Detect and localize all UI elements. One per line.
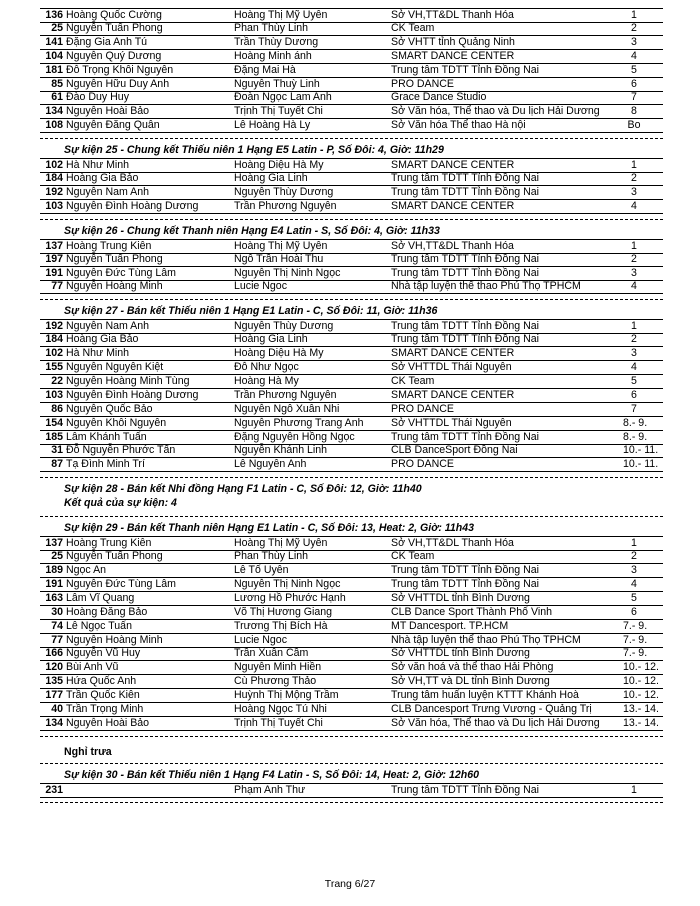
partner-name: Hoàng Hà My bbox=[234, 374, 299, 387]
partner-name: Lê Hoàng Hà Ly bbox=[234, 119, 311, 132]
placement: 5 bbox=[631, 591, 637, 604]
club-name: CLB Dance Sport Thành Phố Vinh bbox=[391, 605, 552, 618]
result-row bbox=[40, 717, 663, 731]
couple-number: 85 bbox=[51, 77, 63, 90]
event-title: Sự kiện 25 - Chung kết Thiếu niên 1 Hạng E5 Latin - P, Số Đôi: 4, Giờ: 11h29 bbox=[64, 144, 444, 157]
event-title: Sự kiện 28 - Bán kết Nhi đồng Hạng F1 Latin - C, Số Đôi: 12, Giờ: 11h40 bbox=[64, 483, 422, 496]
placement: 6 bbox=[631, 605, 637, 618]
couple-number: 184 bbox=[45, 172, 63, 184]
placement: 2 bbox=[631, 550, 637, 563]
club-name: CK Team bbox=[391, 550, 435, 563]
club-name: Sở Văn hóa, Thể thao và Du lịch Hải Dương bbox=[391, 716, 600, 729]
placement: 3 bbox=[631, 266, 637, 279]
result-row bbox=[40, 417, 663, 431]
leader-name: Hứa Quốc Anh bbox=[66, 675, 137, 688]
couple-number: 30 bbox=[51, 605, 63, 618]
result-row bbox=[40, 200, 663, 214]
leader-name: Nguyễn Hoàng Minh Tùng bbox=[66, 374, 190, 387]
partner-name: Hoàng Thị Mỹ Uyên bbox=[234, 537, 328, 550]
club-name: Trung tâm TDTT Tỉnh Đồng Nai bbox=[391, 266, 539, 279]
club-name: SMART DANCE CENTER bbox=[391, 159, 515, 172]
placement: 7.- 9. bbox=[623, 647, 648, 660]
club-name: PRO DANCE bbox=[391, 402, 454, 415]
placement: 2 bbox=[631, 172, 637, 184]
leader-name: Nguyễn Đức Tùng Lâm bbox=[66, 577, 176, 590]
result-row bbox=[40, 8, 663, 23]
couple-number: 40 bbox=[51, 703, 63, 715]
placement: 10.- 12. bbox=[623, 689, 659, 702]
result-row bbox=[40, 634, 663, 648]
couple-number: 163 bbox=[45, 591, 63, 604]
couple-number: 191 bbox=[45, 577, 63, 590]
leader-name: Hoàng Gia Bảo bbox=[66, 172, 139, 184]
partner-name: Nguyễn Ngô Xuân Nhi bbox=[234, 402, 340, 415]
club-name: Grace Dance Studio bbox=[391, 91, 487, 104]
partner-name: Hoàng Ngọc Tú Nhi bbox=[234, 703, 327, 715]
partner-name: Hoàng Minh ánh bbox=[234, 49, 312, 62]
placement: 4 bbox=[631, 361, 637, 373]
placement: 3 bbox=[631, 347, 637, 360]
couple-number: 108 bbox=[45, 119, 63, 132]
couple-number: 61 bbox=[51, 91, 63, 104]
result-row bbox=[40, 550, 663, 564]
couple-number: 134 bbox=[45, 716, 63, 729]
couple-number: 185 bbox=[45, 430, 63, 443]
result-row bbox=[40, 158, 663, 173]
club-name: Nhà tập luyện thể thao Phú Thọ TPHCM bbox=[391, 633, 581, 646]
leader-name: Đỗ Nguyễn Phước Tấn bbox=[66, 444, 176, 457]
page-number: Trang 6/27 bbox=[324, 878, 376, 890]
result-row bbox=[40, 186, 663, 200]
placement: 8 bbox=[631, 105, 637, 118]
couple-number: 103 bbox=[45, 388, 63, 401]
club-name: Trung tâm TDTT Tỉnh Đồng Nai bbox=[391, 577, 539, 590]
couple-number: 135 bbox=[45, 675, 63, 688]
partner-name: Hoàng Diệu Hà My bbox=[234, 347, 324, 360]
section-divider bbox=[40, 763, 663, 764]
couple-number: 189 bbox=[45, 564, 63, 576]
leader-name: Đào Duy Huy bbox=[66, 91, 129, 104]
leader-name: Nguyễn Quý Dương bbox=[66, 49, 162, 62]
leader-name: Hoàng Trung Kiên bbox=[66, 239, 152, 252]
event-title: Sự kiện 30 - Bán kết Thiếu niên 1 Hạng F4 Latin - S, Số Đôi: 14, Heat: 2, Giờ: 12h60 bbox=[64, 768, 479, 781]
leader-name: Nguyễn Đình Hoàng Dương bbox=[66, 388, 199, 401]
placement: 6 bbox=[631, 388, 637, 401]
result-row bbox=[40, 64, 663, 78]
club-name: CLB Dancesport Trưng Vương - Quảng Trị bbox=[391, 703, 592, 715]
event-title: Sự kiện 27 - Bán kết Thiếu niên 1 Hạng E1 Latin - C, Số Đôi: 11, Giờ: 11h36 bbox=[64, 305, 438, 318]
placement: 4 bbox=[631, 199, 637, 212]
partner-name: Phạm Anh Thư bbox=[234, 783, 306, 796]
event-title: Sự kiện 26 - Chung kết Thanh niên Hạng E4 Latin - S, Số Đôi: 4, Giờ: 11h33 bbox=[64, 224, 440, 237]
partner-name: Phan Thùy Linh bbox=[234, 21, 309, 34]
result-row bbox=[40, 22, 663, 36]
placement: 3 bbox=[631, 564, 637, 576]
result-row bbox=[40, 319, 663, 334]
club-name: CK Team bbox=[391, 21, 435, 34]
placement: 8.- 9. bbox=[623, 430, 648, 443]
result-row bbox=[40, 444, 663, 458]
couple-number: 25 bbox=[51, 550, 63, 563]
placement: 2 bbox=[631, 21, 637, 34]
club-name: Nhà tập luyện thể thao Phú Thọ TPHCM bbox=[391, 280, 581, 293]
club-name: Trung tâm TDTT Tỉnh Đồng Nai bbox=[391, 783, 539, 796]
leader-name: Hoàng Gia Bảo bbox=[66, 333, 139, 346]
leader-name: Nguyễn Hoàng Minh bbox=[66, 280, 163, 293]
couple-number: 102 bbox=[45, 347, 63, 360]
couple-number: 134 bbox=[45, 105, 63, 118]
couple-number: 154 bbox=[45, 416, 63, 429]
club-name: Sở VH,TT&DL Thanh Hóa bbox=[391, 239, 514, 252]
club-name: PRO DANCE bbox=[391, 77, 454, 90]
couple-number: 177 bbox=[45, 689, 63, 702]
partner-name: Trịnh Thị Tuyết Chi bbox=[234, 716, 323, 729]
placement: 10.- 12. bbox=[623, 661, 659, 674]
club-name: Trung tâm TDTT Tỉnh Đồng Nai bbox=[391, 333, 539, 346]
partner-name: Trần Thùy Dương bbox=[234, 35, 319, 48]
leader-name: Tạ Đình Minh Trí bbox=[66, 458, 145, 471]
partner-name: Phan Thùy Linh bbox=[234, 550, 309, 563]
leader-name: Trần Trọng Minh bbox=[66, 703, 144, 715]
result-row bbox=[40, 606, 663, 620]
club-name: CLB DanceSport Đồng Nai bbox=[391, 444, 518, 457]
club-name: Trung tâm huấn luyện KTTT Khánh Hoà bbox=[391, 689, 579, 702]
placement: 13.- 14. bbox=[623, 716, 659, 729]
couple-number: 77 bbox=[51, 633, 63, 646]
club-name: PRO DANCE bbox=[391, 458, 454, 471]
couple-number: 155 bbox=[45, 361, 63, 373]
result-row bbox=[40, 647, 663, 661]
partner-name: Lucie Ngoc bbox=[234, 633, 287, 646]
placement: 1 bbox=[631, 239, 637, 252]
couple-number: 120 bbox=[45, 661, 63, 674]
club-name: Sở VH,TT và DL tỉnh Bình Dương bbox=[391, 675, 550, 688]
club-name: Trung tâm TDTT Tỉnh Đồng Nai bbox=[391, 185, 539, 198]
result-row bbox=[40, 36, 663, 50]
placement: 5 bbox=[631, 374, 637, 387]
couple-number: 22 bbox=[51, 374, 63, 387]
club-name: Trung tâm TDTT Tỉnh Đồng Nai bbox=[391, 252, 539, 265]
couple-number: 102 bbox=[45, 159, 63, 172]
leader-name: Trần Quốc Kiên bbox=[66, 689, 140, 702]
leader-name: Nguyễn Khôi Nguyên bbox=[66, 416, 167, 429]
result-row bbox=[40, 119, 663, 133]
club-name: SMART DANCE CENTER bbox=[391, 199, 515, 212]
partner-name: Võ Thị Hương Giang bbox=[234, 605, 333, 618]
club-name: Trung tâm TDTT Tỉnh Đồng Nai bbox=[391, 320, 539, 333]
leader-name: Nguyễn Hoài Bảo bbox=[66, 716, 150, 729]
club-name: CK Team bbox=[391, 374, 435, 387]
result-row bbox=[40, 239, 663, 254]
couple-number: 197 bbox=[45, 252, 63, 265]
result-row bbox=[40, 347, 663, 361]
placement: 2 bbox=[631, 333, 637, 346]
partner-name: Trịnh Thị Tuyết Chi bbox=[234, 105, 323, 118]
club-name: Trung tâm TDTT Tỉnh Đồng Nai bbox=[391, 172, 539, 184]
placement: 4 bbox=[631, 280, 637, 293]
placement: 5 bbox=[631, 63, 637, 76]
placement: Bo bbox=[627, 119, 641, 132]
partner-name: Nguyễn Thị Ninh Ngọc bbox=[234, 577, 341, 590]
result-row bbox=[40, 361, 663, 375]
event-result-note: Kết quả của sự kiện: 4 bbox=[64, 497, 177, 510]
result-row bbox=[40, 172, 663, 186]
placement: 2 bbox=[631, 252, 637, 265]
section-divider bbox=[40, 516, 663, 517]
result-row bbox=[40, 267, 663, 281]
couple-number: 166 bbox=[45, 647, 63, 660]
result-row bbox=[40, 564, 663, 578]
leader-name: Nguyễn Quốc Bảo bbox=[66, 402, 153, 415]
partner-name: Nguyễn Minh Hiền bbox=[234, 661, 322, 674]
club-name: Sở Văn hóa, Thể thao và Du lịch Hải Dương bbox=[391, 105, 600, 118]
couple-number: 87 bbox=[51, 458, 63, 471]
placement: 8.- 9. bbox=[623, 416, 648, 429]
partner-name: Trần Phương Nguyên bbox=[234, 388, 337, 401]
leader-name: Nguyễn Vũ Huy bbox=[66, 647, 141, 660]
club-name: MT Dancesport. TP.HCM bbox=[391, 619, 509, 632]
partner-name: Nguyễn Khánh Linh bbox=[234, 444, 328, 457]
placement: 1 bbox=[631, 159, 637, 172]
couple-number: 137 bbox=[45, 537, 63, 550]
leader-name: Nguyễn Nguyên Kiệt bbox=[66, 361, 164, 373]
couple-number: 181 bbox=[45, 63, 63, 76]
result-row bbox=[40, 253, 663, 267]
result-row bbox=[40, 78, 663, 92]
club-name: SMART DANCE CENTER bbox=[391, 347, 515, 360]
placement: 7 bbox=[631, 402, 637, 415]
result-row bbox=[40, 783, 663, 798]
section-divider bbox=[40, 219, 663, 220]
partner-name: Huỳnh Thị Mộng Trầm bbox=[234, 689, 339, 702]
result-row bbox=[40, 431, 663, 445]
leader-name: Nguyễn Tuấn Phong bbox=[66, 550, 163, 563]
couple-number: 31 bbox=[51, 444, 63, 457]
leader-name: Nguyễn Hoài Bảo bbox=[66, 105, 150, 118]
result-row bbox=[40, 536, 663, 551]
section-divider bbox=[40, 802, 663, 803]
leader-name: Hoàng Đăng Bảo bbox=[66, 605, 148, 618]
section-divider bbox=[40, 299, 663, 300]
leader-name: Đỗ Trọng Khôi Nguyên bbox=[66, 63, 174, 76]
leader-name: Hoàng Trung Kiên bbox=[66, 537, 152, 550]
club-name: Sở VHTT tỉnh Quảng Ninh bbox=[391, 35, 515, 48]
partner-name: Cù Phương Thảo bbox=[234, 675, 317, 688]
partner-name: Nguyễn Thùy Dương bbox=[234, 320, 334, 333]
couple-number: 192 bbox=[45, 320, 63, 333]
placement: 13.- 14. bbox=[623, 703, 659, 715]
leader-name: Nguyễn Nam Anh bbox=[66, 185, 150, 198]
result-row bbox=[40, 592, 663, 606]
club-name: Sở VH,TT&DL Thanh Hóa bbox=[391, 9, 514, 21]
leader-name: Nguyễn Hoàng Minh bbox=[66, 633, 163, 646]
partner-name: Trần Xuân Cầm bbox=[234, 647, 309, 660]
club-name: Sở văn hoá và thể thao Hải Phòng bbox=[391, 661, 554, 674]
result-row bbox=[40, 389, 663, 403]
result-row bbox=[40, 578, 663, 592]
partner-name: Đỗ Như Ngọc bbox=[234, 361, 299, 373]
result-row bbox=[40, 50, 663, 64]
couple-number: 74 bbox=[51, 619, 63, 632]
placement: 4 bbox=[631, 49, 637, 62]
couple-number: 104 bbox=[45, 49, 63, 62]
leader-name: Bùi Anh Vũ bbox=[66, 661, 119, 674]
placement: 3 bbox=[631, 35, 637, 48]
result-row bbox=[40, 703, 663, 717]
placement: 10.- 11. bbox=[623, 444, 659, 457]
leader-name: Nguyễn Đình Hoàng Dương bbox=[66, 199, 199, 212]
partner-name: Hoàng Thị Mỹ Uyên bbox=[234, 239, 328, 252]
couple-number: 141 bbox=[45, 35, 63, 48]
placement: 7.- 9. bbox=[623, 633, 648, 646]
partner-name: Lê Tố Uyên bbox=[234, 564, 289, 576]
couple-number: 137 bbox=[45, 239, 63, 252]
couple-number: 191 bbox=[45, 266, 63, 279]
couple-number: 192 bbox=[45, 185, 63, 198]
leader-name: Nguyễn Tuấn Phong bbox=[66, 252, 163, 265]
partner-name: Trương Thị Bích Hà bbox=[234, 619, 328, 632]
club-name: Sở Văn hóa Thể thao Hà nội bbox=[391, 119, 526, 132]
placement: 10.- 11. bbox=[623, 458, 659, 471]
leader-name: Đặng Gia Anh Tú bbox=[66, 35, 148, 48]
placement: 7 bbox=[631, 91, 637, 104]
section-divider bbox=[40, 138, 663, 139]
partner-name: Đoàn Ngọc Lam Anh bbox=[234, 91, 332, 104]
couple-number: 77 bbox=[51, 280, 63, 293]
placement: 6 bbox=[631, 77, 637, 90]
club-name: Trung tâm TDTT Tỉnh Đồng Nai bbox=[391, 63, 539, 76]
leader-name: Hà Như Minh bbox=[66, 159, 130, 172]
partner-name: Nguyễn Thị Ninh Ngọc bbox=[234, 266, 341, 279]
event-title: Sự kiện 29 - Bán kết Thanh niên Hạng E1 Latin - C, Số Đôi: 13, Heat: 2, Giờ: 11h43 bbox=[64, 522, 475, 535]
couple-number: 86 bbox=[51, 402, 63, 415]
partner-name: Đặng Nguyễn Hồng Ngọc bbox=[234, 430, 355, 443]
club-name: Sở VHTTDL tỉnh Bình Dương bbox=[391, 591, 530, 604]
result-row bbox=[40, 689, 663, 703]
partner-name: Lucie Ngoc bbox=[234, 280, 287, 293]
couple-number: 231 bbox=[45, 783, 63, 796]
placement: 1 bbox=[631, 9, 637, 21]
partner-name: Hoàng Gia Linh bbox=[234, 172, 308, 184]
partner-name: Trần Phương Nguyên bbox=[234, 199, 337, 212]
partner-name: Nguyễn Thuỳ Linh bbox=[234, 77, 320, 90]
partner-name: Nguyễn Phương Trang Anh bbox=[234, 416, 364, 429]
result-row bbox=[40, 105, 663, 119]
leader-name: Nguyễn Hữu Duy Anh bbox=[66, 77, 170, 90]
placement: 1 bbox=[631, 320, 637, 333]
result-row bbox=[40, 91, 663, 105]
leader-name: Lê Ngọc Tuấn bbox=[66, 619, 132, 632]
result-row bbox=[40, 458, 663, 472]
partner-name: Ngô Trần Hoài Thu bbox=[234, 252, 324, 265]
club-name: Trung tâm TDTT Tỉnh Đồng Nai bbox=[391, 430, 539, 443]
leader-name: Ngọc An bbox=[66, 564, 107, 576]
club-name: SMART DANCE CENTER bbox=[391, 388, 515, 401]
leader-name: Nguyễn Tuấn Phong bbox=[66, 21, 163, 34]
result-row bbox=[40, 620, 663, 634]
leader-name: Hoàng Quốc Cường bbox=[66, 9, 162, 21]
partner-name: Hoàng Thị Mỹ Uyên bbox=[234, 9, 328, 21]
result-row bbox=[40, 675, 663, 689]
leader-name: Lâm Khánh Tuấn bbox=[66, 430, 147, 443]
placement: 1 bbox=[631, 783, 637, 796]
placement: 7.- 9. bbox=[623, 619, 648, 632]
placement: 3 bbox=[631, 185, 637, 198]
partner-name: Lương Hồ Phước Hạnh bbox=[234, 591, 346, 604]
placement: 10.- 12. bbox=[623, 675, 659, 688]
couple-number: 184 bbox=[45, 333, 63, 346]
partner-name: Lê Nguyên Anh bbox=[234, 458, 307, 471]
couple-number: 136 bbox=[45, 9, 63, 21]
result-row bbox=[40, 375, 663, 389]
lunch-break-label: Nghỉ trưa bbox=[64, 745, 112, 758]
placement: 4 bbox=[631, 577, 637, 590]
leader-name: Hà Như Minh bbox=[66, 347, 130, 360]
result-row bbox=[40, 333, 663, 347]
couple-number: 25 bbox=[51, 21, 63, 34]
leader-name: Lâm Vĩ Quang bbox=[66, 591, 135, 604]
club-name: Sở VHTTDL tỉnh Bình Dương bbox=[391, 647, 530, 660]
section-divider bbox=[40, 477, 663, 478]
club-name: Sở VHTTDL Thái Nguyên bbox=[391, 416, 512, 429]
section-divider bbox=[40, 736, 663, 737]
club-name: Sở VH,TT&DL Thanh Hóa bbox=[391, 537, 514, 550]
result-row bbox=[40, 403, 663, 417]
partner-name: Đặng Mai Hà bbox=[234, 63, 296, 76]
leader-name: Nguyễn Nam Anh bbox=[66, 320, 150, 333]
leader-name: Nguyễn Đăng Quân bbox=[66, 119, 160, 132]
result-row bbox=[40, 661, 663, 675]
club-name: Trung tâm TDTT Tỉnh Đồng Nai bbox=[391, 564, 539, 576]
partner-name: Hoàng Diệu Hà My bbox=[234, 159, 324, 172]
result-row bbox=[40, 280, 663, 294]
leader-name: Nguyễn Đức Tùng Lâm bbox=[66, 266, 176, 279]
club-name: Sở VHTTDL Thái Nguyên bbox=[391, 361, 512, 373]
partner-name: Nguyễn Thùy Dương bbox=[234, 185, 334, 198]
partner-name: Hoàng Gia Linh bbox=[234, 333, 308, 346]
club-name: SMART DANCE CENTER bbox=[391, 49, 515, 62]
placement: 1 bbox=[631, 537, 637, 550]
couple-number: 103 bbox=[45, 199, 63, 212]
